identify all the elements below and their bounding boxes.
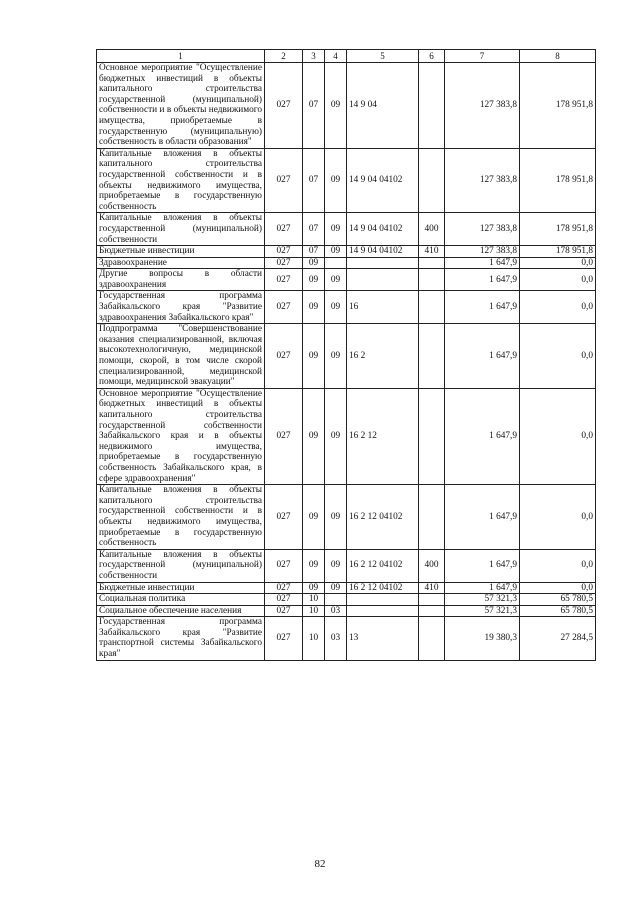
table-body (97, 63, 596, 661)
amount-cell: 57 321,3 (445, 605, 520, 617)
amount-cell: 1 647,9 (445, 388, 520, 484)
pr-code-cell: 09 (325, 485, 347, 550)
csr-code-cell: 16 2 12 04102 (347, 549, 419, 582)
amount-cell: 0,0 (520, 485, 596, 550)
amount-cell: 1 647,9 (445, 582, 520, 594)
pr-code-cell: 09 (325, 246, 347, 258)
pr-code-cell: 03 (325, 605, 347, 617)
csr-code-cell (347, 605, 419, 617)
row-name-cell: Капитальные вложения в объекты капитального строительства государственной собственности и в объекты недвижимого имущества, приобретаемые в государственную собственность (97, 148, 265, 213)
vr-code-cell (419, 63, 445, 149)
page-number: 82 (314, 858, 326, 870)
amount-cell: 1 647,9 (445, 257, 520, 269)
rz-code-cell: 10 (303, 617, 325, 660)
vr-code-cell: 400 (419, 549, 445, 582)
row-name-cell: Здравоохранение (97, 257, 265, 269)
gr-code-cell: 027 (265, 549, 303, 582)
table-row (97, 148, 596, 213)
rz-code-cell: 09 (303, 582, 325, 594)
csr-code-cell: 14 9 04 04102 (347, 246, 419, 258)
amount-cell: 1 647,9 (445, 485, 520, 550)
amount-cell: 19 380,3 (445, 617, 520, 660)
gr-code-cell: 027 (265, 63, 303, 149)
header-cell: 7 (445, 50, 520, 63)
header-cell: 4 (325, 50, 347, 63)
gr-code-cell: 027 (265, 246, 303, 258)
table-row (97, 582, 596, 594)
vr-code-cell (419, 291, 445, 324)
table-row (97, 291, 596, 324)
rz-code-cell: 07 (303, 246, 325, 258)
rz-code-cell: 09 (303, 269, 325, 291)
table-row (97, 388, 596, 484)
vr-code-cell (419, 148, 445, 213)
header-row (97, 50, 596, 63)
table-row (97, 605, 596, 617)
header-cell: 5 (347, 50, 419, 63)
row-name-cell: Социальное обеспечение населения (97, 605, 265, 617)
amount-cell: 127 383,8 (445, 148, 520, 213)
rz-code-cell: 09 (303, 257, 325, 269)
amount-cell: 0,0 (520, 582, 596, 594)
budget-table (96, 49, 596, 661)
amount-cell: 1 647,9 (445, 549, 520, 582)
amount-cell: 0,0 (520, 388, 596, 484)
table-row (97, 594, 596, 606)
amount-cell: 178 951,8 (520, 148, 596, 213)
pr-code-cell: 09 (325, 213, 347, 246)
header-cell: 2 (265, 50, 303, 63)
amount-cell: 178 951,8 (520, 63, 596, 149)
pr-code-cell: 09 (325, 291, 347, 324)
amount-cell: 1 647,9 (445, 269, 520, 291)
header-cell: 8 (520, 50, 596, 63)
rz-code-cell: 09 (303, 324, 325, 389)
rz-code-cell: 09 (303, 388, 325, 484)
vr-code-cell (419, 257, 445, 269)
amount-cell: 0,0 (520, 257, 596, 269)
gr-code-cell: 027 (265, 485, 303, 550)
row-name-cell: Бюджетные инвестиции (97, 246, 265, 258)
gr-code-cell: 027 (265, 594, 303, 606)
pr-code-cell: 09 (325, 324, 347, 389)
pr-code-cell (325, 594, 347, 606)
table-row (97, 63, 596, 149)
table-row (97, 324, 596, 389)
vr-code-cell (419, 605, 445, 617)
amount-cell: 127 383,8 (445, 246, 520, 258)
table-row (97, 213, 596, 246)
table-row (97, 269, 596, 291)
gr-code-cell: 027 (265, 324, 303, 389)
csr-code-cell (347, 594, 419, 606)
pr-code-cell: 09 (325, 269, 347, 291)
rz-code-cell: 07 (303, 213, 325, 246)
row-name-cell: Капитальные вложения в объекты капитального строительства государственной собственности и в объекты недвижимого имущества, приобретаемые в государственную собственность (97, 485, 265, 550)
pr-code-cell (325, 257, 347, 269)
gr-code-cell: 027 (265, 582, 303, 594)
amount-cell: 27 284,5 (520, 617, 596, 660)
header-cell: 1 (97, 50, 265, 63)
csr-code-cell: 16 2 (347, 324, 419, 389)
row-name-cell: Капитальные вложения в объекты государственной (муниципальной) собственности (97, 549, 265, 582)
rz-code-cell: 09 (303, 291, 325, 324)
table-row (97, 549, 596, 582)
amount-cell: 57 321,3 (445, 594, 520, 606)
vr-code-cell (419, 485, 445, 550)
gr-code-cell: 027 (265, 257, 303, 269)
rz-code-cell: 07 (303, 63, 325, 149)
amount-cell: 127 383,8 (445, 213, 520, 246)
vr-code-cell (419, 388, 445, 484)
csr-code-cell: 14 9 04 04102 (347, 148, 419, 213)
gr-code-cell: 027 (265, 148, 303, 213)
row-name-cell: Бюджетные инвестиции (97, 582, 265, 594)
rz-code-cell: 09 (303, 485, 325, 550)
gr-code-cell: 027 (265, 388, 303, 484)
csr-code-cell (347, 269, 419, 291)
row-name-cell: Основное мероприятие "Осуществление бюджетных инвестиций в объекты капитального строительства государственной собственности Забайкальского края и в объекты недвижимого имущества, приобретаемые в государственную собственность Забайкальского края, в сфере здравоохранения" (97, 388, 265, 484)
vr-code-cell: 410 (419, 246, 445, 258)
csr-code-cell: 16 2 12 (347, 388, 419, 484)
vr-code-cell (419, 269, 445, 291)
header-cell: 3 (303, 50, 325, 63)
row-name-cell: Капитальные вложения в объекты государственной (муниципальной) собственности (97, 213, 265, 246)
amount-cell: 127 383,8 (445, 63, 520, 149)
csr-code-cell: 13 (347, 617, 419, 660)
amount-cell: 65 780,5 (520, 594, 596, 606)
rz-code-cell: 09 (303, 549, 325, 582)
table-row (97, 617, 596, 660)
csr-code-cell: 16 2 12 04102 (347, 485, 419, 550)
vr-code-cell (419, 324, 445, 389)
rz-code-cell: 10 (303, 594, 325, 606)
csr-code-cell: 16 2 12 04102 (347, 582, 419, 594)
row-name-cell: Государственная программа Забайкальского края "Развитие транспортной системы Забайкальского края" (97, 617, 265, 660)
amount-cell: 1 647,9 (445, 291, 520, 324)
amount-cell: 178 951,8 (520, 246, 596, 258)
gr-code-cell: 027 (265, 605, 303, 617)
header-cell: 6 (419, 50, 445, 63)
amount-cell: 0,0 (520, 324, 596, 389)
vr-code-cell: 400 (419, 213, 445, 246)
table-row (97, 257, 596, 269)
vr-code-cell: 410 (419, 582, 445, 594)
pr-code-cell: 09 (325, 549, 347, 582)
pr-code-cell: 09 (325, 63, 347, 149)
row-name-cell: Государственная программа Забайкальского края "Развитие здравоохранения Забайкальского края" (97, 291, 265, 324)
gr-code-cell: 027 (265, 291, 303, 324)
amount-cell: 0,0 (520, 549, 596, 582)
gr-code-cell: 027 (265, 269, 303, 291)
row-name-cell: Другие вопросы в области здравоохранения (97, 269, 265, 291)
amount-cell: 178 951,8 (520, 213, 596, 246)
table-row (97, 246, 596, 258)
vr-code-cell (419, 594, 445, 606)
pr-code-cell: 09 (325, 388, 347, 484)
vr-code-cell (419, 617, 445, 660)
row-name-cell: Подпрограмма "Совершенствование оказания специализированной, включая высокотехнологичную, медицинской помощи, скорой, в том числе скорой специализированной, медицинской помощи, медицинской эвакуации" (97, 324, 265, 389)
rz-code-cell: 07 (303, 148, 325, 213)
row-name-cell: Социальная политика (97, 594, 265, 606)
rz-code-cell: 10 (303, 605, 325, 617)
csr-code-cell: 16 (347, 291, 419, 324)
csr-code-cell: 14 9 04 (347, 63, 419, 149)
amount-cell: 0,0 (520, 269, 596, 291)
csr-code-cell (347, 257, 419, 269)
gr-code-cell: 027 (265, 213, 303, 246)
pr-code-cell: 09 (325, 148, 347, 213)
table-row (97, 485, 596, 550)
pr-code-cell: 03 (325, 617, 347, 660)
amount-cell: 1 647,9 (445, 324, 520, 389)
pr-code-cell: 09 (325, 582, 347, 594)
row-name-cell: Основное мероприятие "Осуществление бюджетных инвестиций в объекты капитального строительства государственной (муниципальной) собственности и в объекты недвижимого имущества, приобретаемые в государственную (муниципальную) собственность в области образования" (97, 63, 265, 149)
amount-cell: 0,0 (520, 291, 596, 324)
gr-code-cell: 027 (265, 617, 303, 660)
csr-code-cell: 14 9 04 04102 (347, 213, 419, 246)
amount-cell: 65 780,5 (520, 605, 596, 617)
